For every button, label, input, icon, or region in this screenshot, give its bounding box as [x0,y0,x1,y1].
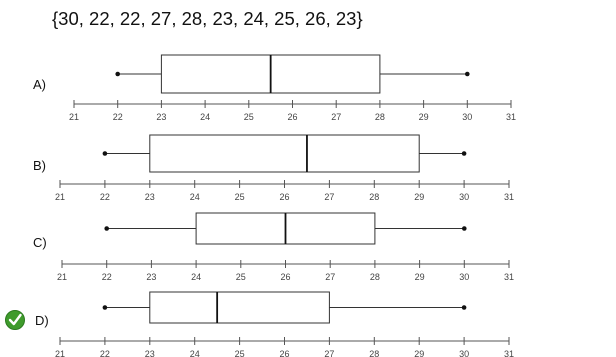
tick-label: 27 [325,272,336,282]
check-circle [6,311,25,330]
tick-label: 21 [56,272,68,282]
tick-label: 29 [414,349,425,357]
tick-label: 28 [369,349,380,357]
tick-label: 29 [418,112,429,122]
tick-label: 24 [200,112,211,122]
tick-label: 31 [503,192,515,202]
option-label: B) [33,158,46,173]
tick-label: 29 [414,192,425,202]
tick-label: 27 [324,349,335,357]
tick-label: 31 [503,349,515,357]
iqr-box [150,135,419,172]
tick-label: 26 [280,272,291,282]
option-label: C) [33,235,47,250]
boxplot-c [33,213,514,282]
tick-label: 27 [331,112,342,122]
option-label: D) [35,313,49,328]
min-point [103,151,108,156]
tick-label: 30 [459,272,470,282]
tick-label: 25 [234,192,245,202]
tick-label: 21 [54,192,66,202]
tick-label: 23 [144,349,155,357]
tick-label: 25 [234,349,245,357]
boxplot-a [33,55,516,122]
boxplot-d [6,292,515,357]
tick-label: 30 [462,112,473,122]
tick-label: 24 [191,272,202,282]
tick-label: 26 [287,112,298,122]
tick-label: 22 [99,192,110,202]
iqr-box [150,292,330,323]
tick-label: 22 [112,112,123,122]
tick-label: 29 [414,272,425,282]
min-point [103,305,108,310]
tick-label: 23 [146,272,157,282]
max-point [462,151,467,156]
tick-label: 24 [189,192,200,202]
max-point [462,226,467,231]
tick-label: 31 [503,272,515,282]
tick-label: 25 [235,272,246,282]
tick-label: 21 [54,349,66,357]
option-label: A) [33,77,46,92]
tick-label: 28 [369,192,380,202]
tick-label: 23 [156,112,167,122]
tick-label: 23 [144,192,155,202]
tick-label: 21 [68,112,80,122]
dataset-text: {30, 22, 22, 27, 28, 23, 24, 25, 26, 23} [52,8,363,29]
tick-label: 26 [279,192,290,202]
tick-label: 31 [505,112,517,122]
tick-label: 22 [101,272,112,282]
min-point [104,226,109,231]
max-point [462,305,467,310]
tick-label: 25 [243,112,254,122]
tick-label: 27 [324,192,335,202]
max-point [465,72,470,77]
boxplot-b [33,135,514,202]
min-point [115,72,120,77]
tick-label: 24 [189,349,200,357]
tick-label: 30 [459,192,470,202]
tick-label: 26 [279,349,290,357]
tick-label: 28 [369,272,380,282]
tick-label: 22 [99,349,110,357]
tick-label: 30 [459,349,470,357]
correct-check-icon [6,311,25,330]
tick-label: 28 [374,112,385,122]
